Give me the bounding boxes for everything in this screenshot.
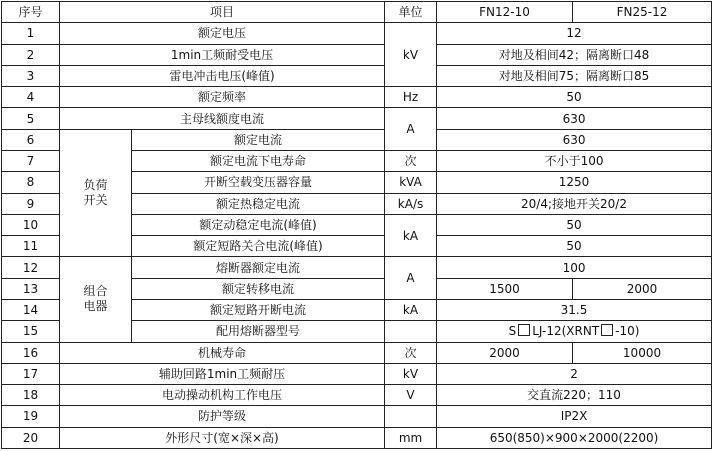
row-unit: A [385,257,437,300]
row-no: 3 [2,65,60,86]
row-no: 16 [2,342,60,363]
header-model-b: FN25-12 [573,2,712,23]
row-item: 额定短路开断电流 [132,299,385,320]
row-value: 31.5 [437,299,712,320]
row-no: 5 [2,108,60,129]
fuse-model-suffix: -10) [615,324,640,339]
row-no: 8 [2,172,60,193]
table-row [2,406,712,427]
group-label: 负荷 开关 [83,178,108,208]
row-item: 额定电流 [132,129,385,150]
group-load-switch [60,129,132,257]
row-unit [385,406,437,427]
row-value: 630 [437,108,712,129]
row-no: 6 [2,129,60,150]
row-unit: kA/s [385,193,437,214]
row-no: 1 [2,23,60,44]
row-value: 650(850)×900×2000(2200) [437,427,712,448]
row-item: 额定电压 [60,23,385,44]
row-item: 机械寿命 [60,342,385,363]
table-row [2,129,712,150]
row-item: 防护等级 [60,406,385,427]
blank-box-icon [518,324,530,336]
row-value: 50 [437,236,712,257]
row-value: 50 [437,87,712,108]
row-item: 电动操动机构工作电压 [60,385,385,406]
row-item: 额定电流下电寿命 [132,150,385,171]
group-combo [60,257,132,342]
table-row [2,427,712,448]
table-row [2,87,712,108]
table-row [2,65,712,86]
row-item: 额定动稳定电流(峰值) [132,214,385,235]
row-unit: A [385,108,437,151]
row-item: 熔断器额定电流 [132,257,385,278]
row-unit [385,321,437,342]
header-no: 序号 [2,2,60,23]
row-value: 交直流220；110 [437,385,712,406]
row-value-b: 10000 [573,342,712,363]
table-row [2,44,712,65]
table-row [2,363,712,384]
row-value: 50 [437,214,712,235]
header-item: 项目 [60,2,385,23]
fuse-model-mid: LJ-12(XRNT [532,324,600,339]
row-no: 13 [2,278,60,299]
row-item: 主母线额度电流 [60,108,385,129]
table-row [2,108,712,129]
row-no: 9 [2,193,60,214]
row-item: 1min工频耐受电压 [60,44,385,65]
spec-table [1,1,712,449]
row-no: 10 [2,214,60,235]
row-value-a: 2000 [437,342,573,363]
row-item: 配用熔断器型号 [132,321,385,342]
row-no: 19 [2,406,60,427]
row-unit: kA [385,299,437,320]
row-no: 2 [2,44,60,65]
table-row [2,342,712,363]
row-item: 额定频率 [60,87,385,108]
row-item: 雷电冲击电压(峰值) [60,65,385,86]
row-no: 4 [2,87,60,108]
row-unit: V [385,385,437,406]
row-unit: kV [385,363,437,384]
row-value: 630 [437,129,712,150]
row-item: 外形尺寸(宽×深×高) [60,427,385,448]
row-unit: kA [385,214,437,257]
blank-box-icon [601,324,613,336]
table-row [2,23,712,44]
row-value-b: 2000 [573,278,712,299]
row-unit: kVA [385,172,437,193]
row-no: 18 [2,385,60,406]
group-label: 组合 电器 [83,284,108,314]
row-value: 2 [437,363,712,384]
row-item: 额定转移电流 [132,278,385,299]
row-item: 额定短路关合电流(峰值) [132,236,385,257]
row-no: 7 [2,150,60,171]
row-value: 对地及相间42；隔离断口48 [437,44,712,65]
header-row [2,2,712,23]
table-row [2,385,712,406]
row-no: 11 [2,236,60,257]
row-value: 不小于100 [437,150,712,171]
row-value: 20/4;接地开关20/2 [437,193,712,214]
row-no: 20 [2,427,60,448]
row-value: 12 [437,23,712,44]
row-value: 对地及相间75；隔离断口85 [437,65,712,86]
fuse-model [509,324,640,338]
row-no: 12 [2,257,60,278]
fuse-model-prefix: S [508,324,517,339]
row-unit: kV [385,23,437,87]
row-value: 1250 [437,172,712,193]
row-no: 14 [2,299,60,320]
row-unit: Hz [385,87,437,108]
row-value: IP2X [437,406,712,427]
row-value [437,321,712,342]
row-no: 15 [2,321,60,342]
row-item: 开断空载变压器容量 [132,172,385,193]
header-model-a: FN12-10 [437,2,573,23]
header-unit: 单位 [385,2,437,23]
row-item: 额定热稳定电流 [132,193,385,214]
row-item: 辅助回路1min工频耐压 [60,363,385,384]
row-value-a: 1500 [437,278,573,299]
row-unit: 次 [385,342,437,363]
row-unit: 次 [385,150,437,171]
table-row [2,257,712,278]
row-no: 17 [2,363,60,384]
row-value: 100 [437,257,712,278]
row-unit: mm [385,427,437,448]
